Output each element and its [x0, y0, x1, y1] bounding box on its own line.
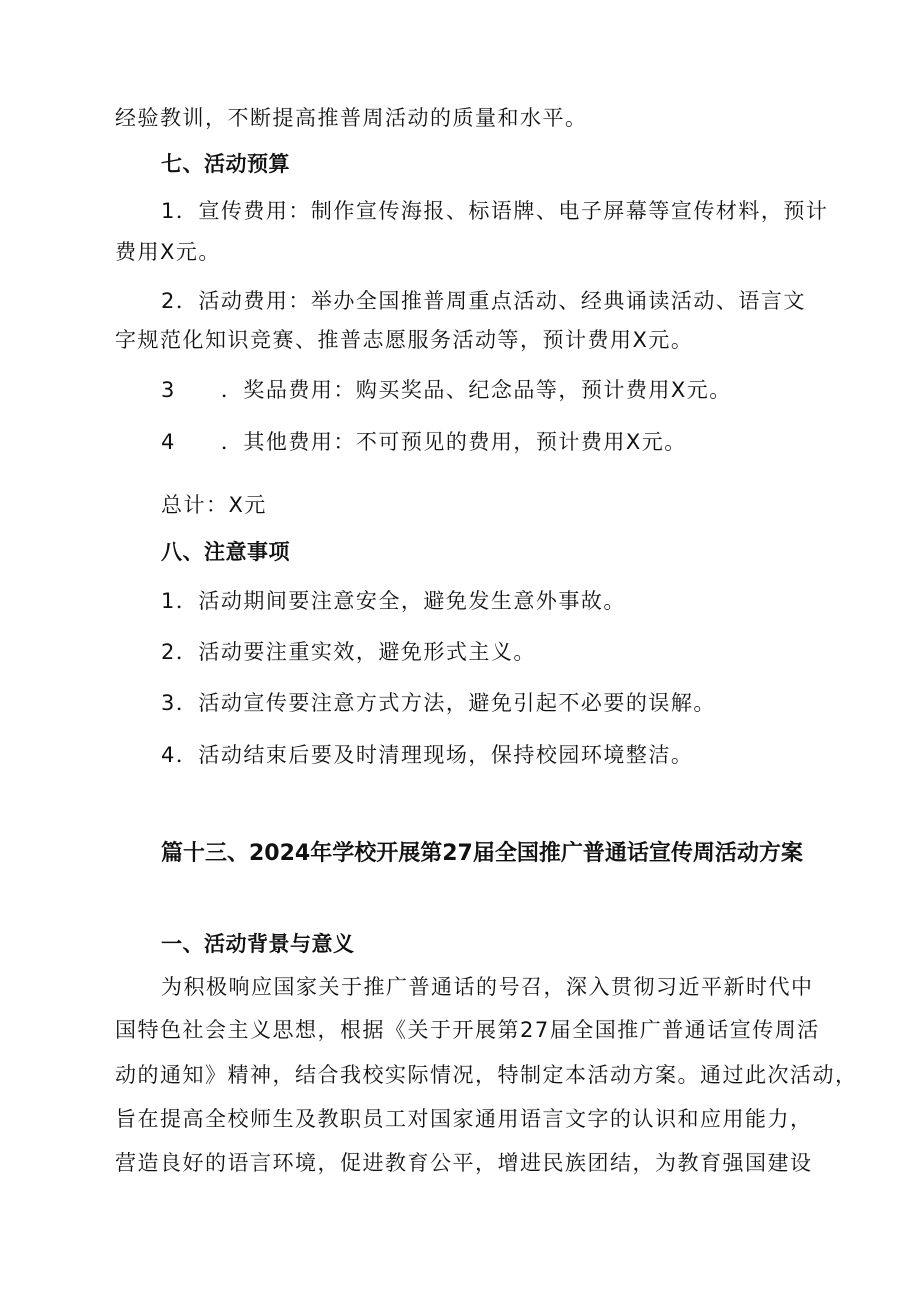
article-title: 篇十三、2024年学校开展第27届全国推广普通话宣传周活动方案	[161, 841, 803, 866]
carryover-text: 经验教训，不断提高推普周活动的质量和水平。	[115, 106, 588, 130]
budget-total: 总计：X元	[161, 493, 267, 517]
notice-item-4: 4．活动结束后要及时清理现场，保持校园环境整洁。	[161, 743, 694, 767]
budget-item-1-line-2: 费用X元。	[115, 240, 221, 264]
paragraph-line: 为积极响应国家关于推广普通话的号召，深入贯彻习近平新时代中	[161, 975, 814, 999]
notice-item-3: 3．活动宣传要注意方式方法，避免引起不必要的误解。	[161, 691, 716, 715]
section-8-heading: 八、注意事项	[161, 540, 290, 564]
background-heading: 一、活动背景与意义	[161, 932, 355, 956]
paragraph-line: 国特色社会主义思想，根据《关于开展第27届全国推广普通话宣传周活	[115, 1018, 820, 1042]
budget-item-4: 4 ．其他费用：不可预见的费用，预计费用X元。	[161, 430, 687, 454]
notice-item-2: 2．活动要注重实效，避免形式主义。	[161, 640, 536, 664]
budget-item-1-line-1: 1．宣传费用：制作宣传海报、标语牌、电子屏幕等宣传材料，预计	[161, 199, 829, 223]
paragraph-line: 旨在提高全校师生及教职员工对国家通用语言文字的认识和应用能力，	[115, 1107, 813, 1131]
budget-item-3: 3 ．奖品费用：购买奖品、纪念品等，预计费用X元。	[161, 378, 732, 402]
section-7-heading: 七、活动预算	[161, 152, 290, 176]
paragraph-line: 动的通知》精神，结合我校实际情况，特制定本活动方案。通过此次活动，	[115, 1063, 858, 1087]
notice-item-1: 1．活动期间要注意安全，避免发生意外事故。	[161, 589, 626, 613]
budget-item-2-line-1: 2．活动费用：举办全国推普周重点活动、经典诵读活动、语言文	[161, 289, 806, 313]
paragraph-line: 营造良好的语言环境，促进教育公平，增进民族团结，为教育强国建设	[115, 1151, 813, 1175]
budget-item-2-line-2: 字规范化知识竞赛、推普志愿服务活动等，预计费用X元。	[115, 328, 694, 352]
